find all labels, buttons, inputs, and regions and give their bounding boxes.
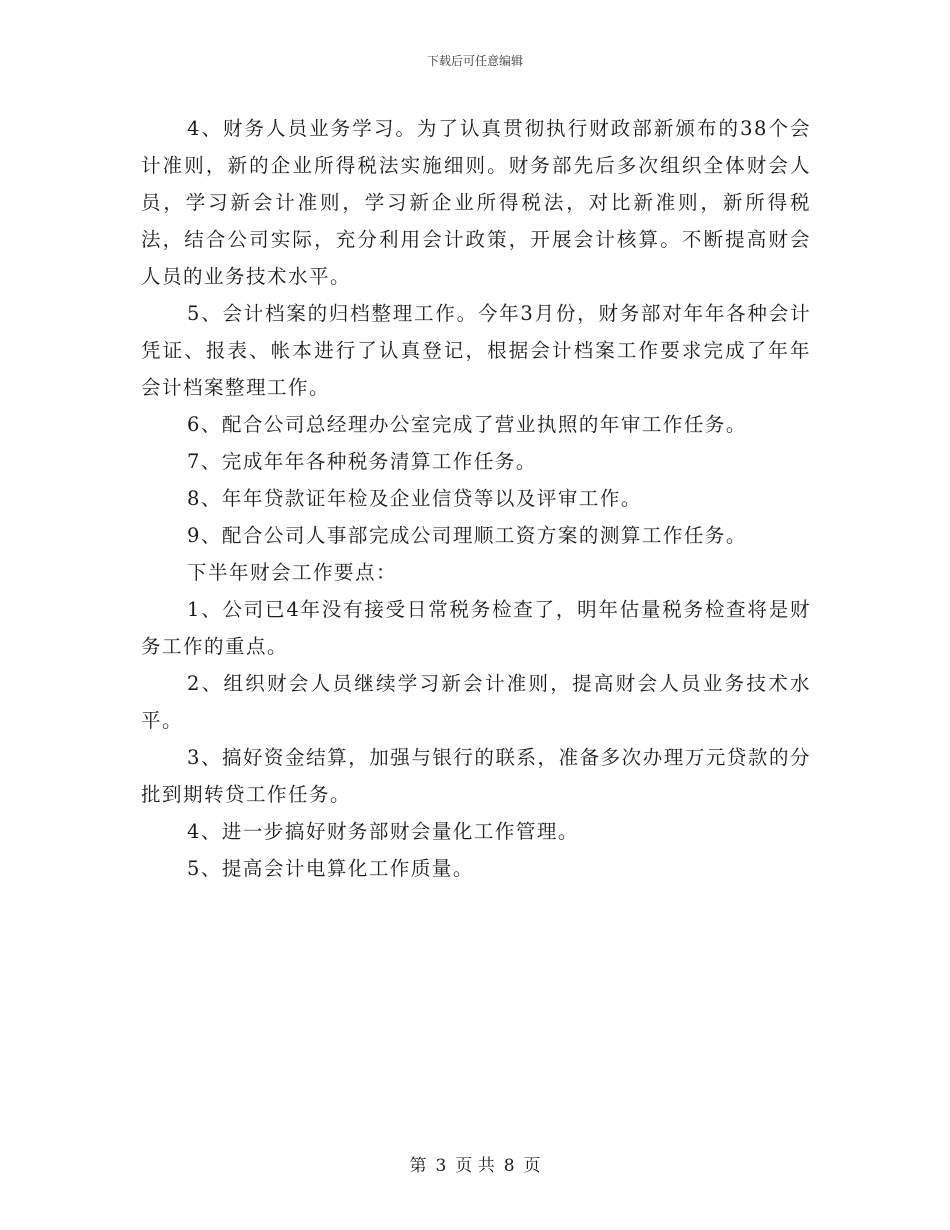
- paragraph-item-7-tax-clearing: 7、完成年年各种税务清算工作任务。: [187, 450, 537, 473]
- page-footer: [0, 1155, 950, 1177]
- total-page-number: 8: [503, 1156, 515, 1176]
- footer-middle: 页 共: [455, 1156, 495, 1176]
- paragraph-point-5-computerization: 5、提高会计电算化工作质量。: [187, 857, 474, 880]
- document-body: [141, 110, 811, 887]
- paragraph-item-9-wage-plan: 9、配合公司人事部完成公司理顺工资方案的测算工作任务。: [187, 524, 747, 547]
- current-page-number: 3: [435, 1156, 447, 1176]
- footer-prefix: 第: [409, 1156, 427, 1176]
- paragraph-item-6-license: 6、配合公司总经理办公室完成了营业执照的年审工作任务。: [187, 413, 747, 436]
- paragraph-item-4-study: 4、财务人员业务学习。为了认真贯彻执行财政部新颁布的38个会计准则，新的企业所得税法实施细则。财务部先后多次组织全体财会人员，学习新会计准则，学习新企业所得税法，对比新准则，新所得税法，结合公司实际，充分利用会计政策，开展会计核算。不断提高财会人员的业务技术水平。: [141, 117, 811, 288]
- paragraph-point-1-tax-check: 1、公司已4年没有接受日常税务检查了，明年估量税务检查将是财务工作的重点。: [141, 598, 811, 658]
- paragraph-item-8-loan-review: 8、年年贷款证年检及企业信贷等以及评审工作。: [187, 487, 642, 510]
- paragraph-point-2-training: 2、组织财会人员继续学习新会计准则，提高财会人员业务技术水平。: [141, 672, 811, 732]
- paragraph-point-3-settlement: 3、搞好资金结算，加强与银行的联系，准备多次办理万元贷款的分批到期转贷工作任务。: [141, 746, 811, 806]
- paragraph-point-4-management: 4、进一步搞好财务部财会量化工作管理。: [187, 820, 579, 843]
- paragraph-item-5-archive: 5、会计档案的归档整理工作。今年3月份，财务部对年年各种会计凭证、报表、帐本进行了认真登记，根据会计档案工作要求完成了年年会计档案整理工作。: [141, 302, 811, 399]
- section-heading-second-half: 下半年财会工作要点：: [187, 561, 398, 584]
- footer-suffix: 页: [523, 1156, 541, 1176]
- page-header-note: 下载后可任意编辑: [426, 54, 523, 68]
